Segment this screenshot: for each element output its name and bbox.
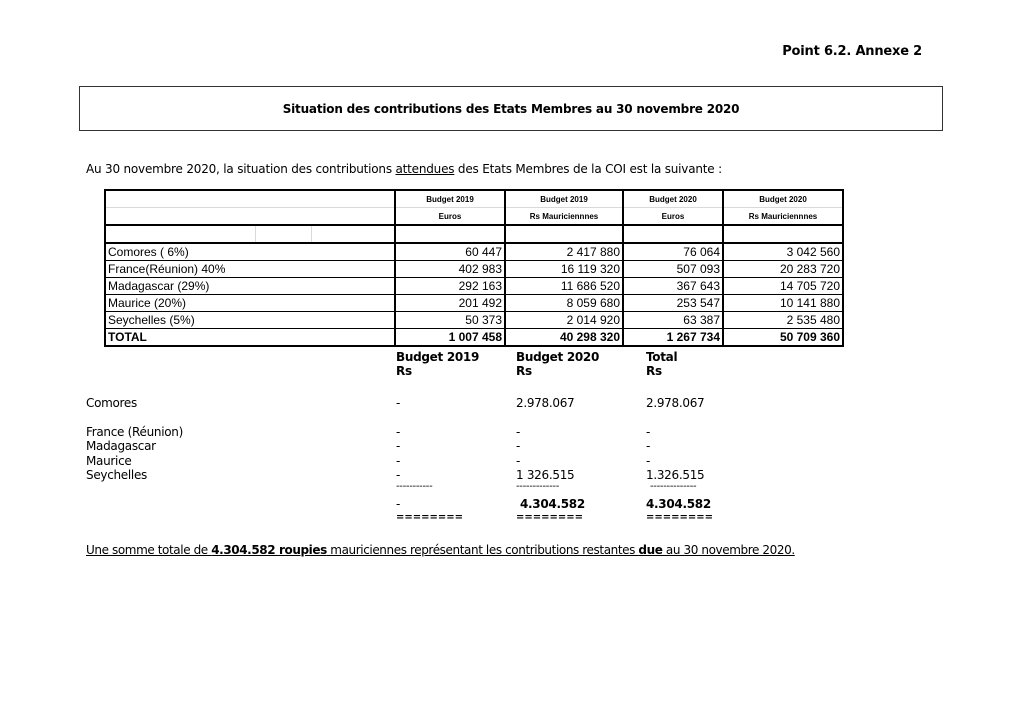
col-subheader: Rs Mauriciennnes	[505, 208, 623, 226]
summary-country: Comores	[86, 396, 137, 410]
col-subheader: Euros	[395, 208, 505, 226]
col-subheader: Rs Mauriciennnes	[723, 208, 843, 226]
double-separator: ========	[646, 512, 714, 523]
col-subheader: Euros	[623, 208, 723, 226]
cell-b2020-eur: 507 093	[623, 261, 723, 278]
summary-total: -	[646, 454, 651, 468]
summary-b2019: -	[396, 454, 401, 468]
annex-reference: Point 6.2. Annexe 2	[782, 44, 922, 59]
double-separator: ========	[516, 512, 584, 523]
table-row	[105, 295, 843, 312]
total-amount: 4.304.582 roupies	[211, 543, 327, 557]
table-row	[105, 261, 843, 278]
conclusion-sentence: Une somme totale de 4.304.582 roupies mauriciennes représentant les contributions restantes due au 30 novembre 2020.	[86, 543, 795, 557]
table-spacer-row	[105, 225, 843, 243]
col-header: Budget 2019	[395, 190, 505, 208]
row-label: Maurice (20%)	[105, 295, 395, 312]
table-total-row	[105, 329, 843, 347]
row-label: Seychelles (5%)	[105, 312, 395, 329]
cell-b2019-eur: 60 447	[395, 243, 505, 261]
double-separator: ========	[396, 512, 464, 523]
total-b2020-eur: 1 267 734	[623, 329, 723, 347]
summary-b2020: -	[516, 454, 521, 468]
intro-paragraph	[86, 162, 722, 176]
summary-b2019: -	[396, 439, 401, 453]
cell-b2020-eur: 367 643	[623, 278, 723, 295]
summary-country: Seychelles	[86, 468, 147, 482]
table-row	[105, 243, 843, 261]
cell-b2020-eur: 63 387	[623, 312, 723, 329]
summary-country: Maurice	[86, 454, 132, 468]
intro-underlined-word: attendues	[395, 162, 455, 176]
summary-total: -	[646, 439, 651, 453]
row-label: Madagascar (29%)	[105, 278, 395, 295]
cell-b2020-rs: 2 535 480	[723, 312, 843, 329]
total-label: TOTAL	[105, 329, 395, 347]
document-title: Situation des contributions des Etats Membres au 30 novembre 2020	[282, 101, 740, 116]
summary-country: France (Réunion)	[86, 425, 183, 439]
summary-total: -	[646, 425, 651, 439]
col-header: Budget 2019	[505, 190, 623, 208]
summary-country: Madagascar	[86, 439, 156, 453]
document-title-box	[79, 86, 943, 131]
intro-text-1: Au 30 novembre 2020, la situation des contributions	[86, 162, 396, 176]
dash-separator: --------------	[650, 481, 697, 492]
table-row	[105, 278, 843, 295]
summary-total-b2019: -	[396, 497, 401, 511]
summary-total: 1.326.515	[646, 468, 705, 482]
summary-b2019: -	[396, 425, 401, 439]
summary-header-total: Total Rs	[646, 350, 678, 378]
table-header-row-1	[105, 190, 843, 208]
summary-b2020: 2.978.067	[516, 396, 575, 410]
summary-total-b2020: 4.304.582	[520, 497, 585, 511]
cell-b2020-eur: 76 064	[623, 243, 723, 261]
summary-b2020: -	[516, 425, 521, 439]
summary-b2020: -	[516, 439, 521, 453]
row-label: France(Réunion) 40%	[105, 261, 395, 278]
cell-b2019-rs: 11 686 520	[505, 278, 623, 295]
dash-separator: -----------	[396, 481, 433, 492]
total-b2019-eur: 1 007 458	[395, 329, 505, 347]
col-header: Budget 2020	[723, 190, 843, 208]
cell-b2019-eur: 292 163	[395, 278, 505, 295]
col-header: Budget 2020	[623, 190, 723, 208]
cell-b2019-rs: 8 059 680	[505, 295, 623, 312]
summary-b2020: 1 326.515	[516, 468, 575, 482]
summary-total-total: 4.304.582	[646, 497, 711, 511]
total-b2019-rs: 40 298 320	[505, 329, 623, 347]
cell-b2019-eur: 201 492	[395, 295, 505, 312]
cell-b2019-eur: 50 373	[395, 312, 505, 329]
cell-b2019-rs: 16 119 320	[505, 261, 623, 278]
cell-b2020-rs: 14 705 720	[723, 278, 843, 295]
intro-text-2: des Etats Membres de la COI est la suivante :	[454, 162, 722, 176]
due-word: due	[638, 543, 663, 557]
summary-b2019: -	[396, 396, 401, 410]
cell-b2020-eur: 253 547	[623, 295, 723, 312]
cell-b2020-rs: 20 283 720	[723, 261, 843, 278]
budget-contributions-table	[104, 189, 844, 347]
cell-b2019-rs: 2 014 920	[505, 312, 623, 329]
cell-b2019-eur: 402 983	[395, 261, 505, 278]
cell-b2020-rs: 10 141 880	[723, 295, 843, 312]
summary-total: 2.978.067	[646, 396, 705, 410]
total-b2020-rs: 50 709 360	[723, 329, 843, 347]
summary-header-b2019: Budget 2019 Rs	[396, 350, 480, 378]
row-label: Comores ( 6%)	[105, 243, 395, 261]
dash-separator: -------------	[516, 481, 560, 492]
cell-b2019-rs: 2 417 880	[505, 243, 623, 261]
table-row	[105, 312, 843, 329]
summary-b2019: -	[396, 468, 401, 482]
table-header-row-2	[105, 208, 843, 226]
summary-header-b2020: Budget 2020 Rs	[516, 350, 600, 378]
cell-b2020-rs: 3 042 560	[723, 243, 843, 261]
